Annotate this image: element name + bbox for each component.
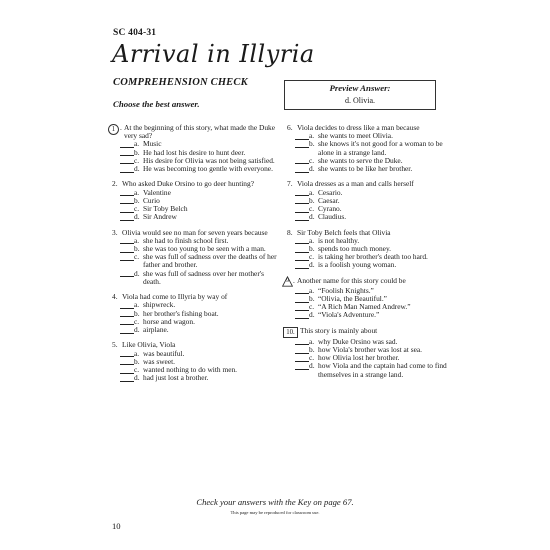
question-text: At the beginning of this story, what made the Duke very sad? xyxy=(124,123,275,141)
question xyxy=(112,293,280,334)
answer-blank[interactable] xyxy=(120,140,134,148)
option-letter: b. xyxy=(134,195,140,205)
question xyxy=(112,180,280,221)
option-letter: c. xyxy=(134,252,140,262)
option-letter: b. xyxy=(134,244,140,254)
question-number: 2. xyxy=(112,179,118,189)
answer-option xyxy=(112,326,280,334)
answer-blank[interactable] xyxy=(120,310,134,318)
option-text: “Olivia, the Beautiful.” xyxy=(318,294,387,304)
option-letter: c. xyxy=(309,252,315,262)
option-text: she knows it's not good for a woman to be alone in a strange land. xyxy=(318,139,443,157)
option-letter: a. xyxy=(309,336,315,346)
option-text: horse and wagon. xyxy=(143,316,195,326)
option-text: Claudius. xyxy=(318,212,347,222)
option-text: Sir Andrew xyxy=(143,212,177,222)
answer-blank[interactable] xyxy=(120,366,134,374)
option-text: Valentine xyxy=(143,187,171,197)
option-text: was sweet. xyxy=(143,356,176,366)
option-text: “Foolish Knights.” xyxy=(318,285,374,295)
option-letter: d. xyxy=(134,268,140,278)
option-text: had just lost a brother. xyxy=(143,373,209,383)
answer-blank[interactable] xyxy=(120,165,134,173)
answer-option xyxy=(112,253,280,269)
option-text: is a foolish young woman. xyxy=(318,260,397,270)
option-text: was beautiful. xyxy=(143,348,185,358)
option-letter: a. xyxy=(134,300,140,310)
preview-title: Preview Answer: xyxy=(329,83,391,93)
questions-right-column xyxy=(287,124,447,386)
question-number: 7. xyxy=(287,179,293,189)
option-letter: c. xyxy=(134,365,140,375)
answer-key-note: Check your answers with the Key on page 67. xyxy=(196,497,354,507)
answer-blank[interactable] xyxy=(295,346,309,354)
answer-blank[interactable] xyxy=(295,157,309,165)
option-text: is not healthy. xyxy=(318,235,360,245)
answer-blank[interactable] xyxy=(295,245,309,253)
option-text: Curio xyxy=(143,195,160,205)
question-number-circled: 1 xyxy=(108,124,119,135)
answer-blank[interactable] xyxy=(295,132,309,140)
option-letter: d. xyxy=(309,310,315,320)
question xyxy=(287,327,447,379)
reproduction-note: This page may be reproduced for classroom use. xyxy=(230,510,320,515)
option-text: is taking her brother's death too hard. xyxy=(318,252,428,262)
answer-blank[interactable] xyxy=(120,237,134,245)
option-letter: b. xyxy=(309,294,315,304)
answer-blank[interactable] xyxy=(295,253,309,261)
answer-blank[interactable] xyxy=(295,189,309,197)
option-letter: c. xyxy=(309,302,315,312)
answer-blank[interactable] xyxy=(120,270,134,278)
question-number: 5. xyxy=(112,340,118,350)
option-letter: a. xyxy=(309,187,315,197)
answer-blank[interactable] xyxy=(295,354,309,362)
option-text: He had lost his desire to hunt deer. xyxy=(143,147,246,157)
answer-blank[interactable] xyxy=(295,295,309,303)
option-letter: d. xyxy=(309,164,315,174)
option-letter: b. xyxy=(309,244,315,254)
option-letter: b. xyxy=(134,308,140,318)
option-text: she was too young to be seen with a man. xyxy=(143,244,266,254)
questions-left-column xyxy=(112,124,280,390)
option-text: how Olivia lost her brother. xyxy=(318,353,400,363)
question-text: Olivia would see no man for seven years because xyxy=(122,227,268,237)
option-text: “Viola's Adventure.” xyxy=(318,310,380,320)
option-text: she was full of sadness over her mother's death. xyxy=(143,268,264,286)
answer-blank[interactable] xyxy=(295,362,309,370)
answer-blank[interactable] xyxy=(295,197,309,205)
answer-blank[interactable] xyxy=(120,213,134,221)
option-text: she wants to serve the Duke. xyxy=(318,155,403,165)
book-code: SC 404-31 xyxy=(113,28,157,38)
option-text: wanted nothing to do with men. xyxy=(143,365,238,375)
option-letter: a. xyxy=(309,285,315,295)
option-letter: b. xyxy=(309,345,315,355)
answer-blank[interactable] xyxy=(120,149,134,157)
answer-option xyxy=(287,213,447,221)
question-number-triangle xyxy=(282,277,293,287)
question xyxy=(287,180,447,221)
question-text: Viola had come to Illyria by way of xyxy=(122,292,228,302)
preview-answer: d. Olivia. xyxy=(345,96,375,105)
question xyxy=(112,229,280,286)
answer-option xyxy=(287,311,447,319)
option-letter: c. xyxy=(134,316,140,326)
option-letter: b. xyxy=(309,139,315,149)
preview-answer-box xyxy=(284,80,436,110)
option-letter: b. xyxy=(134,147,140,157)
option-text: shipwreck. xyxy=(143,300,176,310)
answer-option xyxy=(112,374,280,382)
option-letter: b. xyxy=(309,195,315,205)
answer-option xyxy=(287,362,447,378)
option-text: Cyrano. xyxy=(318,204,342,214)
answer-option xyxy=(112,213,280,221)
question-number-dot: . xyxy=(120,123,122,132)
question-number: 3. xyxy=(112,227,118,237)
answer-blank[interactable] xyxy=(120,358,134,366)
instructions: Choose the best answer. xyxy=(113,99,200,109)
option-text: Music xyxy=(143,139,162,149)
option-letter: d. xyxy=(134,325,140,335)
option-text: Cesario. xyxy=(318,187,343,197)
option-letter: a. xyxy=(309,235,315,245)
answer-option xyxy=(287,140,447,156)
question-text: Viola dresses as a man and calls herself xyxy=(297,179,414,189)
answer-blank[interactable] xyxy=(295,213,309,221)
story-title: Arrival in Illyria xyxy=(112,40,315,68)
answer-blank[interactable] xyxy=(295,338,309,346)
option-text: she wants to be like her brother. xyxy=(318,164,413,174)
question xyxy=(287,229,447,270)
option-letter: c. xyxy=(134,204,140,214)
option-letter: a. xyxy=(134,235,140,245)
option-letter: b. xyxy=(134,356,140,366)
option-letter: a. xyxy=(134,187,140,197)
question-text: Viola decides to dress like a man because xyxy=(297,123,420,132)
answer-blank[interactable] xyxy=(295,237,309,245)
option-text: Caesar. xyxy=(318,195,340,205)
answer-blank[interactable] xyxy=(120,326,134,334)
question-number: 8. xyxy=(287,227,293,237)
answer-blank[interactable] xyxy=(295,303,309,311)
option-text: airplane. xyxy=(143,325,169,335)
question-text: Like Olivia, Viola xyxy=(122,340,176,350)
option-letter: c. xyxy=(134,155,140,165)
question-text: This story is mainly about xyxy=(300,325,378,335)
option-text: her brother's fishing boat. xyxy=(143,308,219,318)
option-letter: d. xyxy=(309,260,315,270)
answer-option xyxy=(112,165,280,173)
answer-blank[interactable] xyxy=(295,140,309,148)
answer-blank[interactable] xyxy=(120,189,134,197)
option-text: how Viola and the captain had come to find themselves in a strange land. xyxy=(318,361,447,379)
question xyxy=(287,277,447,320)
option-letter: c. xyxy=(309,353,315,363)
option-letter: d. xyxy=(134,373,140,383)
option-text: how Viola's brother was lost at sea. xyxy=(318,345,422,355)
answer-blank[interactable] xyxy=(120,350,134,358)
option-letter: d. xyxy=(134,212,140,222)
question-text: Who asked Duke Orsino to go deer hunting? xyxy=(122,179,254,189)
option-letter: c. xyxy=(309,155,315,165)
answer-blank[interactable] xyxy=(120,205,134,213)
answer-blank[interactable] xyxy=(120,253,134,261)
answer-blank[interactable] xyxy=(120,245,134,253)
option-text: she was full of sadness over the deaths of her father and brother. xyxy=(143,252,277,270)
answer-blank[interactable] xyxy=(295,311,309,319)
answer-blank[interactable] xyxy=(120,374,134,382)
answer-option xyxy=(112,270,280,286)
option-text: “A Rich Man Named Andrew.” xyxy=(318,302,411,312)
answer-blank[interactable] xyxy=(295,287,309,295)
option-letter: d. xyxy=(134,164,140,174)
option-letter: d. xyxy=(309,361,315,371)
question-text: Sir Toby Belch feels that Olivia xyxy=(297,227,391,237)
answer-option xyxy=(287,165,447,173)
question-number: 4. xyxy=(112,292,118,302)
question-number: 6. xyxy=(287,123,293,132)
option-letter: a. xyxy=(134,348,140,358)
answer-option xyxy=(287,261,447,269)
section-title: COMPREHENSION CHECK xyxy=(113,77,248,88)
option-text: she wants to meet Olivia. xyxy=(318,131,393,141)
option-letter: a. xyxy=(134,139,140,149)
option-text: His desire for Olivia was not being satisfied. xyxy=(143,155,275,165)
option-text: why Duke Orsino was sad. xyxy=(318,336,398,346)
question-text: Another name for this story could be xyxy=(297,275,406,285)
option-text: she had to finish school first. xyxy=(143,235,229,245)
answer-blank[interactable] xyxy=(295,261,309,269)
option-text: He was becoming too gentle with everyone. xyxy=(143,164,273,174)
question xyxy=(112,124,280,173)
answer-blank[interactable] xyxy=(120,301,134,309)
answer-blank[interactable] xyxy=(120,318,134,326)
answer-blank[interactable] xyxy=(295,205,309,213)
answer-blank[interactable] xyxy=(295,165,309,173)
option-letter: c. xyxy=(309,204,315,214)
answer-blank[interactable] xyxy=(120,157,134,165)
question-number-boxed: 10. xyxy=(283,327,298,338)
question xyxy=(287,124,447,173)
question-stem xyxy=(112,124,280,140)
question-number: 9 xyxy=(285,277,290,285)
question-number-dot: . xyxy=(293,275,295,285)
answer-blank[interactable] xyxy=(120,197,134,205)
option-letter: a. xyxy=(309,131,315,141)
option-letter: d. xyxy=(309,212,315,222)
option-text: spends too much money. xyxy=(318,244,392,254)
option-text: Sir Toby Belch xyxy=(143,204,188,214)
page-number: 10 xyxy=(112,521,121,531)
question xyxy=(112,341,280,382)
